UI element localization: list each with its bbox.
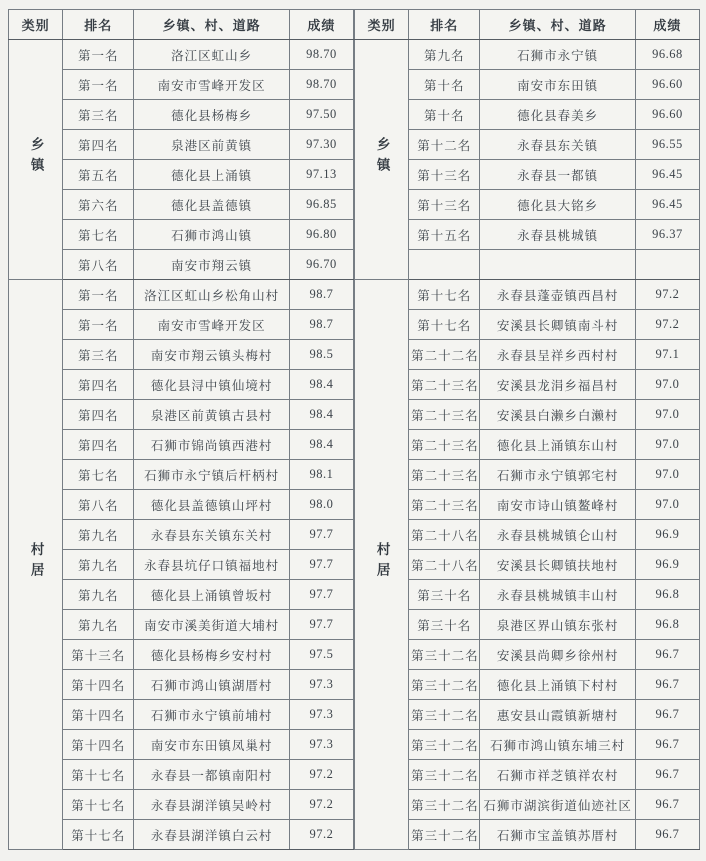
name-cell: 安溪县白濑乡白濑村 [480, 400, 635, 430]
rank-cell: 第二十三名 [409, 490, 480, 520]
name-cell: 石狮市永宁镇前埔村 [134, 700, 289, 730]
name-cell: 惠安县山霞镇新塘村 [480, 700, 635, 730]
rank-cell: 第十七名 [409, 310, 480, 340]
ranking-tables-container [8, 9, 700, 850]
score-cell: 98.70 [289, 70, 353, 100]
name-cell: 石狮市宝盖镇苏厝村 [480, 820, 635, 850]
rank-cell: 第三名 [63, 100, 134, 130]
rank-cell: 第十七名 [63, 760, 134, 790]
name-cell: 石狮市鸿山镇东埔三村 [480, 730, 635, 760]
rank-cell: 第八名 [63, 250, 134, 280]
name-cell: 德化县盖德镇 [134, 190, 289, 220]
name-cell: 石狮市湖滨街道仙迹社区 [480, 790, 635, 820]
category-cell [355, 280, 409, 850]
name-cell: 石狮市永宁镇后杆柄村 [134, 460, 289, 490]
rank-cell: 第三十二名 [409, 820, 480, 850]
table-row [355, 40, 700, 70]
name-cell: 德化县大铭乡 [480, 190, 635, 220]
rank-cell: 第二十三名 [409, 400, 480, 430]
rank-cell: 第十三名 [63, 640, 134, 670]
name-cell: 石狮市永宁镇 [480, 40, 635, 70]
rank-cell: 第三十名 [409, 610, 480, 640]
name-cell: 永春县桃城镇 [480, 220, 635, 250]
score-cell: 96.8 [635, 610, 699, 640]
column-header-category: 类别 [355, 10, 409, 40]
score-cell: 97.2 [635, 310, 699, 340]
score-cell: 96.7 [635, 760, 699, 790]
rank-cell: 第三十二名 [409, 700, 480, 730]
name-cell: 永春县东关镇东关村 [134, 520, 289, 550]
score-cell: 97.7 [289, 520, 353, 550]
rank-cell: 第二十三名 [409, 370, 480, 400]
score-cell: 97.0 [635, 370, 699, 400]
score-cell: 98.0 [289, 490, 353, 520]
category-label: 村居 [28, 542, 44, 583]
table-row [355, 280, 700, 310]
name-cell: 南安市东田镇凤巢村 [134, 730, 289, 760]
rank-cell: 第三十二名 [409, 670, 480, 700]
rank-cell: 第二十三名 [409, 460, 480, 490]
rank-cell: 第七名 [63, 460, 134, 490]
category-cell [9, 280, 63, 850]
table-row [9, 280, 354, 310]
category-label: 村居 [374, 542, 390, 583]
name-cell: 永春县坑仔口镇福地村 [134, 550, 289, 580]
rank-cell: 第一名 [63, 310, 134, 340]
column-header-score: 成绩 [635, 10, 699, 40]
score-cell: 96.45 [635, 190, 699, 220]
rank-cell: 第十七名 [63, 820, 134, 850]
name-cell: 南安市雪峰开发区 [134, 310, 289, 340]
table-row [9, 40, 354, 70]
name-cell: 德化县浔中镇仙境村 [134, 370, 289, 400]
score-cell: 96.68 [635, 40, 699, 70]
rank-cell: 第十名 [409, 70, 480, 100]
rank-cell: 第九名 [409, 40, 480, 70]
name-cell: 南安市溪美街道大埔村 [134, 610, 289, 640]
score-cell: 96.37 [635, 220, 699, 250]
name-cell: 安溪县长卿镇南斗村 [480, 310, 635, 340]
score-cell: 97.3 [289, 730, 353, 760]
score-cell: 96.55 [635, 130, 699, 160]
score-cell [635, 250, 699, 280]
rank-cell: 第十名 [409, 100, 480, 130]
name-cell: 南安市翔云镇 [134, 250, 289, 280]
name-cell: 德化县上涌镇曾坂村 [134, 580, 289, 610]
category-cell [9, 40, 63, 280]
name-cell: 南安市诗山镇鳌峰村 [480, 490, 635, 520]
score-cell: 97.2 [635, 280, 699, 310]
name-cell: 永春县桃城镇丰山村 [480, 580, 635, 610]
category-label: 乡镇 [28, 137, 44, 178]
name-cell: 安溪县尚卿乡徐州村 [480, 640, 635, 670]
score-cell: 98.4 [289, 370, 353, 400]
rank-cell: 第十四名 [63, 730, 134, 760]
rank-cell: 第三十名 [409, 580, 480, 610]
rank-cell: 第十四名 [63, 700, 134, 730]
name-cell: 洛江区虹山乡松角山村 [134, 280, 289, 310]
name-cell: 南安市雪峰开发区 [134, 70, 289, 100]
rank-cell: 第十二名 [409, 130, 480, 160]
header-row [9, 10, 354, 40]
score-cell: 97.3 [289, 700, 353, 730]
score-cell: 97.0 [635, 430, 699, 460]
column-header-rank: 排名 [409, 10, 480, 40]
score-cell: 97.2 [289, 790, 353, 820]
rank-cell: 第三十二名 [409, 760, 480, 790]
rank-cell: 第八名 [63, 490, 134, 520]
rank-cell: 第三名 [63, 340, 134, 370]
rank-cell: 第九名 [63, 580, 134, 610]
column-header-name: 乡镇、村、道路 [134, 10, 289, 40]
rank-cell: 第十三名 [409, 160, 480, 190]
rank-cell: 第一名 [63, 280, 134, 310]
name-cell: 德化县上涌镇下村村 [480, 670, 635, 700]
score-cell: 97.1 [635, 340, 699, 370]
name-cell: 泉港区前黄镇 [134, 130, 289, 160]
name-cell: 永春县一都镇 [480, 160, 635, 190]
score-cell: 97.2 [289, 820, 353, 850]
rank-cell: 第二十八名 [409, 550, 480, 580]
rank-cell: 第二十二名 [409, 340, 480, 370]
rank-cell: 第四名 [63, 400, 134, 430]
score-cell: 96.7 [635, 730, 699, 760]
rank-cell: 第三十二名 [409, 640, 480, 670]
name-cell: 安溪县龙涓乡福昌村 [480, 370, 635, 400]
rank-cell: 第四名 [63, 370, 134, 400]
rank-cell: 第六名 [63, 190, 134, 220]
score-cell: 97.0 [635, 460, 699, 490]
score-cell: 98.4 [289, 400, 353, 430]
rank-cell: 第九名 [63, 550, 134, 580]
rank-cell: 第四名 [63, 130, 134, 160]
name-cell: 德化县杨梅乡 [134, 100, 289, 130]
name-cell: 永春县桃城镇仑山村 [480, 520, 635, 550]
name-cell: 永春县一都镇南阳村 [134, 760, 289, 790]
name-cell: 德化县杨梅乡安村村 [134, 640, 289, 670]
name-cell: 德化县上涌镇东山村 [480, 430, 635, 460]
rank-cell: 第九名 [63, 520, 134, 550]
header-row [355, 10, 700, 40]
rank-cell: 第十七名 [409, 280, 480, 310]
rank-cell: 第一名 [63, 40, 134, 70]
rank-cell [409, 250, 480, 280]
score-cell: 96.85 [289, 190, 353, 220]
name-cell: 永春县蓬壶镇西昌村 [480, 280, 635, 310]
rank-cell: 第五名 [63, 160, 134, 190]
ranking-table-left [8, 9, 354, 850]
rank-cell: 第七名 [63, 220, 134, 250]
name-cell: 永春县东关镇 [480, 130, 635, 160]
score-cell: 96.7 [635, 700, 699, 730]
score-cell: 98.4 [289, 430, 353, 460]
score-cell: 97.7 [289, 610, 353, 640]
score-cell: 97.5 [289, 640, 353, 670]
score-cell: 97.30 [289, 130, 353, 160]
rank-cell: 第二十三名 [409, 430, 480, 460]
name-cell: 南安市东田镇 [480, 70, 635, 100]
score-cell: 96.80 [289, 220, 353, 250]
name-cell: 石狮市鸿山镇湖厝村 [134, 670, 289, 700]
score-cell: 96.9 [635, 550, 699, 580]
score-cell: 96.60 [635, 70, 699, 100]
name-cell: 泉港区前黄镇古县村 [134, 400, 289, 430]
name-cell: 洛江区虹山乡 [134, 40, 289, 70]
column-header-category: 类别 [9, 10, 63, 40]
name-cell: 永春县呈祥乡西村村 [480, 340, 635, 370]
column-header-rank: 排名 [63, 10, 134, 40]
name-cell: 石狮市鸿山镇 [134, 220, 289, 250]
name-cell: 安溪县长卿镇扶地村 [480, 550, 635, 580]
name-cell: 南安市翔云镇头梅村 [134, 340, 289, 370]
rank-cell: 第十五名 [409, 220, 480, 250]
rank-cell: 第三十二名 [409, 730, 480, 760]
category-cell [355, 40, 409, 280]
name-cell: 泉港区界山镇东张村 [480, 610, 635, 640]
name-cell: 德化县上涌镇 [134, 160, 289, 190]
rank-cell: 第四名 [63, 430, 134, 460]
rank-cell: 第十四名 [63, 670, 134, 700]
score-cell: 96.60 [635, 100, 699, 130]
rank-cell: 第三十二名 [409, 790, 480, 820]
score-cell: 97.7 [289, 550, 353, 580]
score-cell: 96.7 [635, 640, 699, 670]
score-cell: 98.7 [289, 280, 353, 310]
rank-cell: 第十三名 [409, 190, 480, 220]
score-cell: 97.2 [289, 760, 353, 790]
rank-cell: 第二十八名 [409, 520, 480, 550]
ranking-table-right [354, 9, 700, 850]
name-cell: 石狮市永宁镇郭宅村 [480, 460, 635, 490]
name-cell: 永春县湖洋镇吴岭村 [134, 790, 289, 820]
score-cell: 96.7 [635, 790, 699, 820]
score-cell: 98.5 [289, 340, 353, 370]
score-cell: 96.8 [635, 580, 699, 610]
column-header-name: 乡镇、村、道路 [480, 10, 635, 40]
score-cell: 97.3 [289, 670, 353, 700]
name-cell: 石狮市祥芝镇祥农村 [480, 760, 635, 790]
name-cell [480, 250, 635, 280]
score-cell: 98.7 [289, 310, 353, 340]
score-cell: 97.0 [635, 490, 699, 520]
category-label: 乡镇 [374, 137, 390, 178]
score-cell: 96.9 [635, 520, 699, 550]
column-header-score: 成绩 [289, 10, 353, 40]
name-cell: 石狮市锦尚镇西港村 [134, 430, 289, 460]
rank-cell: 第十七名 [63, 790, 134, 820]
score-cell: 97.50 [289, 100, 353, 130]
score-cell: 97.13 [289, 160, 353, 190]
rank-cell: 第一名 [63, 70, 134, 100]
name-cell: 永春县湖洋镇白云村 [134, 820, 289, 850]
name-cell: 德化县春美乡 [480, 100, 635, 130]
score-cell: 96.70 [289, 250, 353, 280]
score-cell: 98.70 [289, 40, 353, 70]
score-cell: 96.7 [635, 820, 699, 850]
rank-cell: 第九名 [63, 610, 134, 640]
name-cell: 德化县盖德镇山坪村 [134, 490, 289, 520]
score-cell: 96.45 [635, 160, 699, 190]
score-cell: 96.7 [635, 670, 699, 700]
score-cell: 97.0 [635, 400, 699, 430]
score-cell: 97.7 [289, 580, 353, 610]
score-cell: 98.1 [289, 460, 353, 490]
